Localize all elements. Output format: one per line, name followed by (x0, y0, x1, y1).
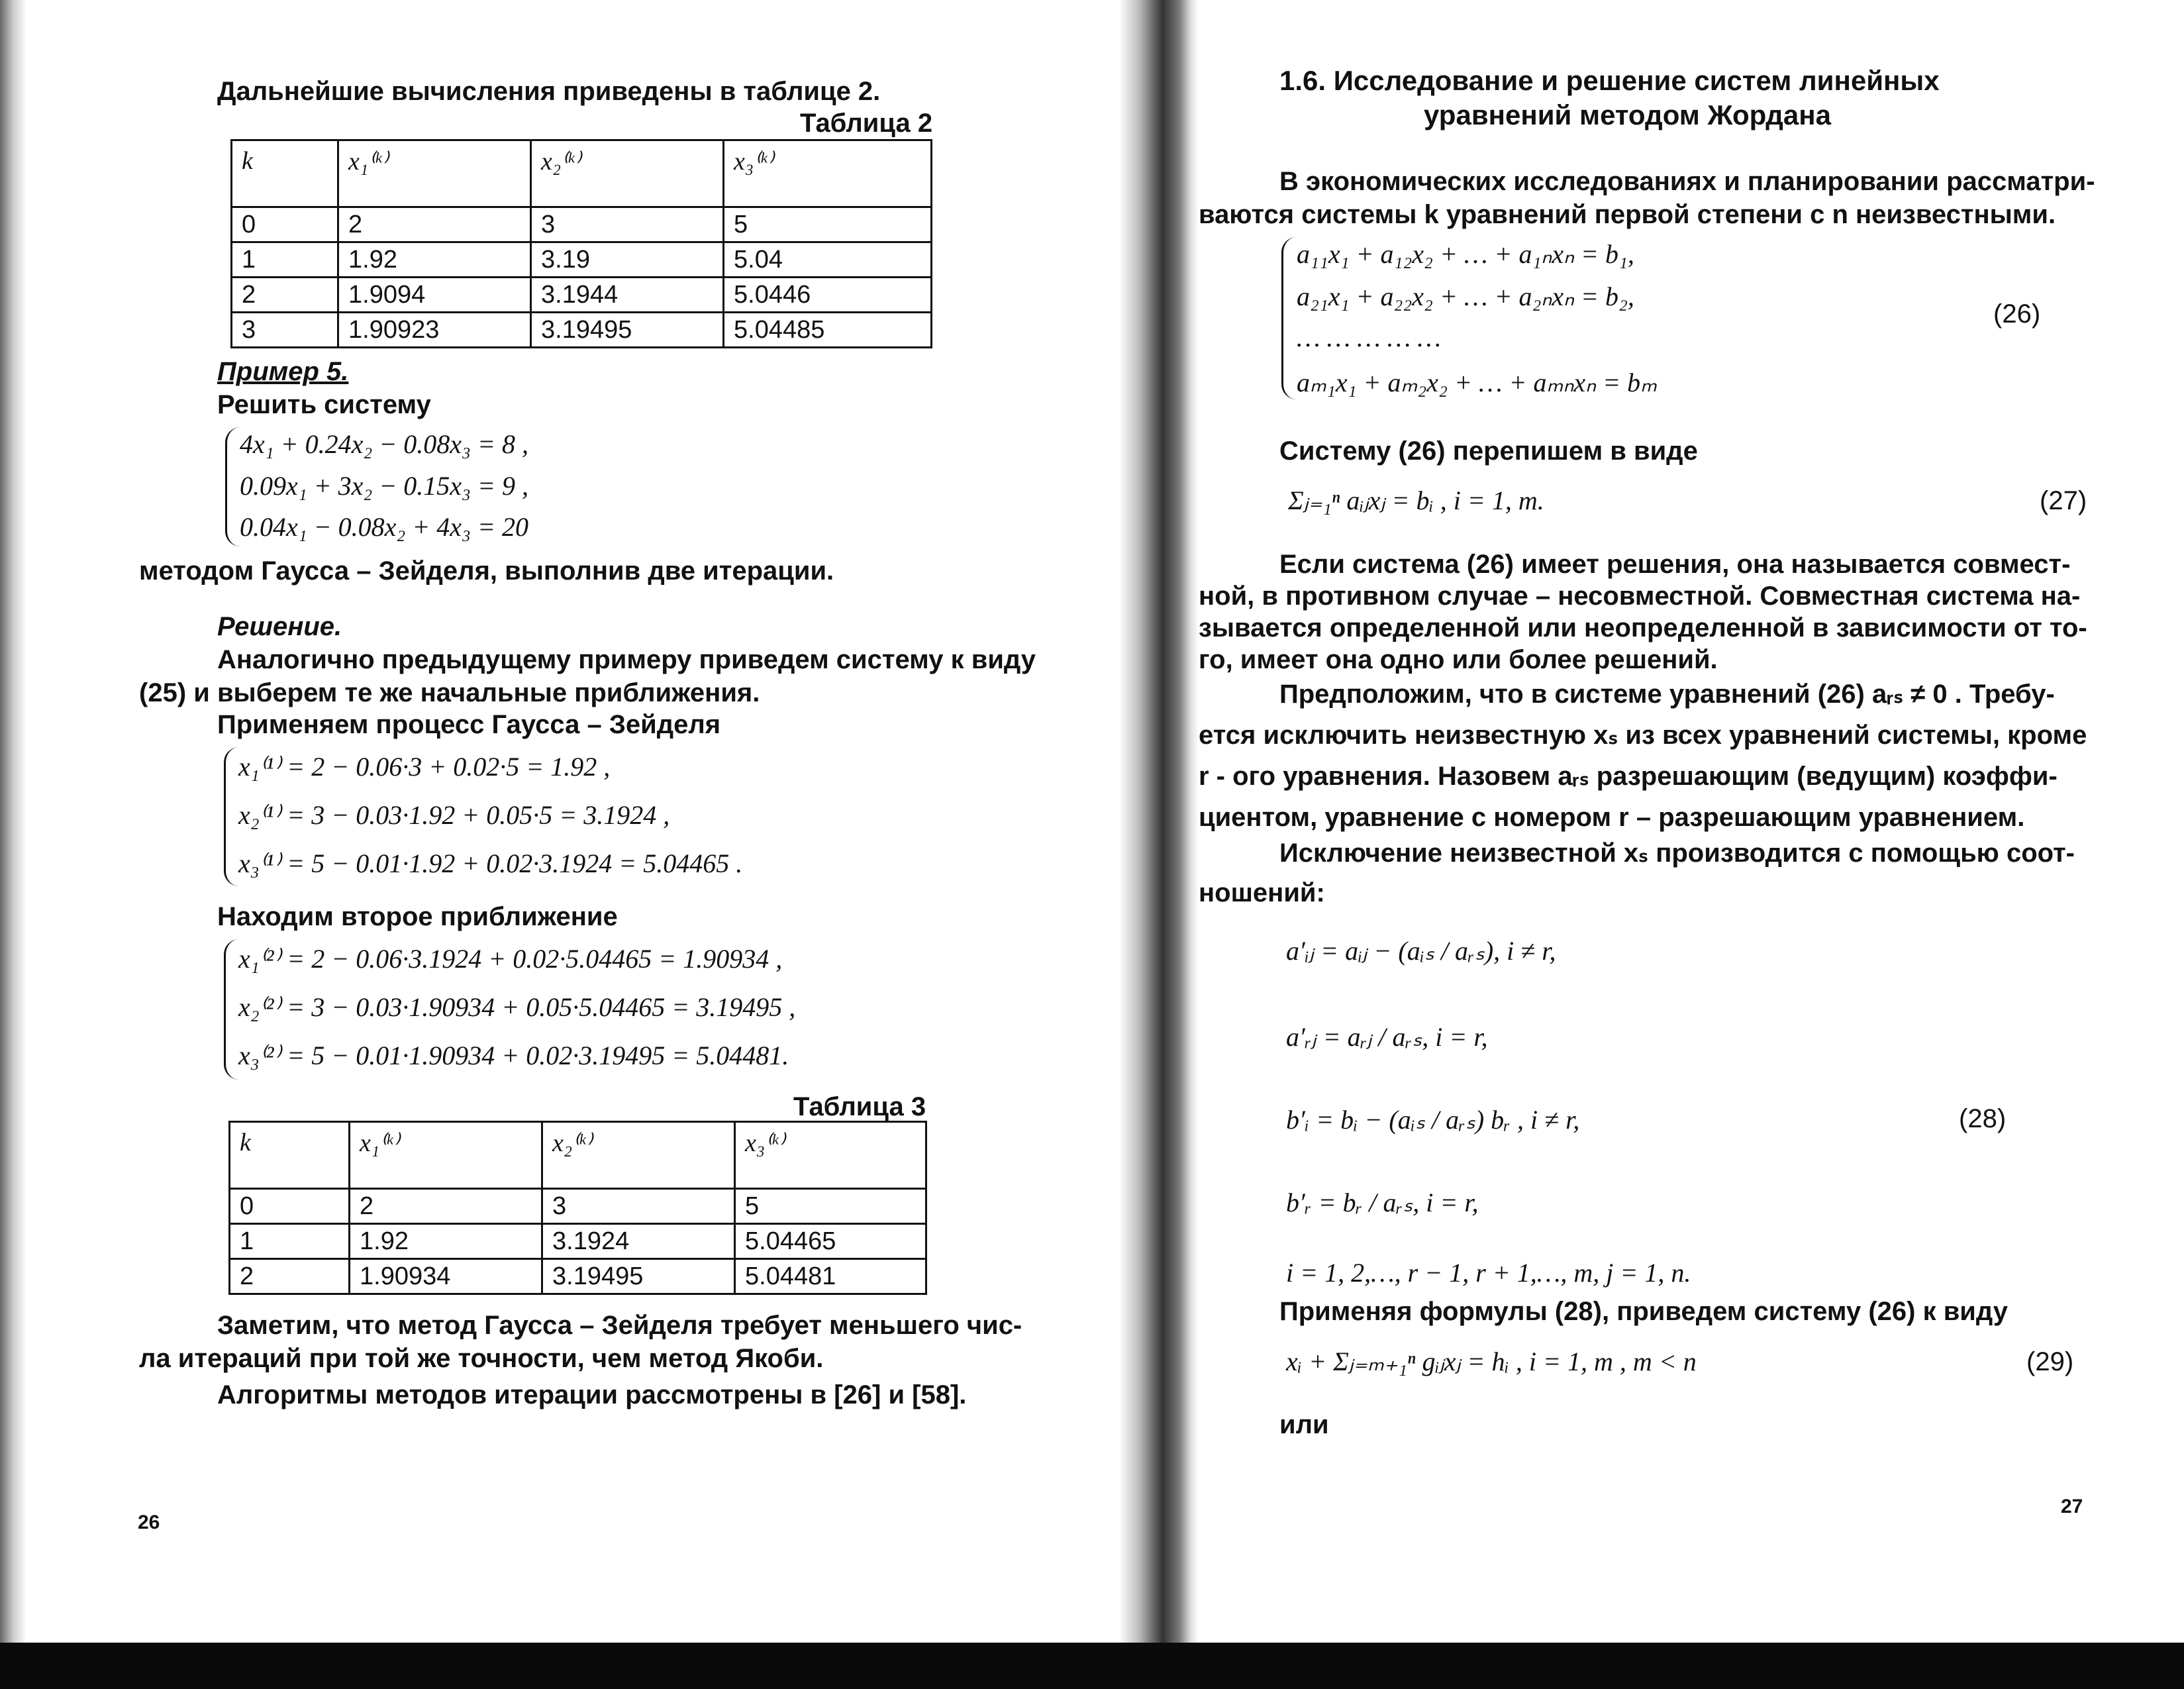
note-text-1: Заметим, что метод Гаусса – Зейделя требует меньшего чис- (217, 1311, 1022, 1340)
cell: 5 (735, 1189, 926, 1224)
system26-brace (1281, 237, 1297, 399)
paragraph-4-line-1: Исключение неизвестной xₛ производится с помощью соот- (1279, 839, 2075, 868)
cell: 0 (232, 207, 338, 242)
intro-text: Дальнейшие вычисления приведены в таблице 2. (217, 77, 881, 106)
paragraph-1-line-2: ваются системы k уравнений первой степени с n неизвестными. (1199, 200, 2056, 229)
table3-caption: Таблица 3 (793, 1092, 926, 1121)
header-cell: x₂⁽ᵏ⁾ (531, 140, 724, 207)
header-cell: k (230, 1122, 350, 1189)
cell: 5.04465 (735, 1224, 926, 1259)
cell: 1.92 (350, 1224, 542, 1259)
method-line: методом Гаусса – Зейделя, выполнив две итерации. (139, 556, 834, 586)
system26-row-1: a₁₁x₁ + a₁₂x₂ + … + a₁ₙxₙ = b₁, (1297, 239, 1634, 269)
iter2-eq-1: x₁⁽²⁾ = 2 − 0.06·3.1924 + 0.02·5.04465 = 1.90934 , (238, 944, 783, 974)
formula-28-4: b′ᵣ = bᵣ / aᵣₛ, i = r, (1286, 1188, 1479, 1217)
page-number-right: 27 (2061, 1496, 2083, 1517)
system26-row-3: … … … … … (1297, 323, 1441, 352)
cell: 3.19495 (531, 313, 724, 348)
formula-28-2: a′ᵣⱼ = aᵣⱼ / aᵣₛ, i = r, (1286, 1022, 1488, 1052)
equation-number-27: (27) (2040, 486, 2087, 515)
table-2 (230, 139, 932, 348)
paragraph-3-line-3: r - ого уравнения. Назовем aᵣₛ разрешающим (ведущим) коэффи- (1199, 762, 2058, 791)
cell: 3 (531, 207, 724, 242)
cell: 1.9094 (338, 278, 531, 313)
paragraph-4-line-2: ношений: (1199, 878, 1325, 907)
system-brace (225, 427, 240, 546)
table-row (232, 242, 932, 278)
cell: 3.1924 (542, 1224, 735, 1259)
header-cell: x₁⁽ᵏ⁾ (338, 140, 531, 207)
equation-number-28: (28) (1959, 1104, 2007, 1133)
system-eq-1: 4x₁ + 0.24x₂ − 0.08x₃ = 8 , (240, 429, 528, 459)
paragraph-3-line-2: ется исключить неизвестную xₛ из всех уравнений системы, кроме (1199, 721, 2087, 750)
system-eq-2: 0.09x₁ + 3x₂ − 0.15x₃ = 9 , (240, 471, 528, 501)
cell: 1.90934 (350, 1259, 542, 1294)
paragraph-2-line-1: Если система (26) имеет решения, она называется совмест- (1279, 550, 2071, 579)
paragraph-2-line-2: ной, в противном случае – несовместной. Совместная система на- (1199, 582, 2081, 611)
table-row (230, 1224, 926, 1259)
cell: 2 (230, 1259, 350, 1294)
header-cell: x₃⁽ᵏ⁾ (735, 1122, 926, 1189)
cell: 5.04485 (724, 313, 932, 348)
index-range: i = 1, 2,…, r − 1, r + 1,…, m, j = 1, n. (1286, 1258, 1691, 1288)
paragraph-2-line-4: го, имеет она одно или более решений. (1199, 645, 1718, 674)
equation-27: Σⱼ₌₁ⁿ aᵢⱼxⱼ = bᵢ , i = 1, m. (1288, 486, 1544, 515)
cell: 5.0446 (724, 278, 932, 313)
header-cell: x₂⁽ᵏ⁾ (542, 1122, 735, 1189)
header-cell: x₃⁽ᵏ⁾ (724, 140, 932, 207)
equation-number-26: (26) (1993, 299, 2041, 329)
header-cell: k (232, 140, 338, 207)
cell: 5 (724, 207, 932, 242)
iter1-eq-3: x₃⁽¹⁾ = 5 − 0.01·1.92 + 0.02·3.1924 = 5.04465 . (238, 848, 743, 878)
cell: 3 (542, 1189, 735, 1224)
table-header-row (230, 1122, 926, 1189)
paragraph-1-line-1: В экономических исследованиях и планировании рассматри- (1279, 167, 2095, 196)
section-heading-2: уравнений методом Жордана (1424, 99, 1831, 130)
solution-text-2: (25) и выберем те же начальные приближения. (139, 678, 760, 707)
cell: 1 (230, 1224, 350, 1259)
cell: 1 (232, 242, 338, 278)
cell: 5.04481 (735, 1259, 926, 1294)
iter1-eq-1: x₁⁽¹⁾ = 2 − 0.06·3 + 0.02·5 = 1.92 , (238, 752, 611, 782)
cell: 5.04 (724, 242, 932, 278)
table-header-row (232, 140, 932, 207)
table-row (232, 278, 932, 313)
formula-28-1: a′ᵢⱼ = aᵢⱼ − (aᵢₛ / aᵣₛ), i ≠ r, (1286, 936, 1556, 966)
cell: 3.19495 (542, 1259, 735, 1294)
apply-formulas-text: Применяя формулы (28), приведем систему (26) к виду (1279, 1297, 2008, 1326)
header-cell: x₁⁽ᵏ⁾ (350, 1122, 542, 1189)
paragraph-3-line-4: циентом, уравнение с номером r – разрешающим уравнением. (1199, 803, 2025, 832)
solution-text-1: Аналогично предыдущему примеру приведем систему к виду (217, 645, 1036, 674)
table-row (230, 1189, 926, 1224)
table-row (232, 207, 932, 242)
system26-row-2: a₂₁x₁ + a₂₂x₂ + … + a₂ₙxₙ = b₂, (1297, 282, 1634, 311)
left-edge-shadow (0, 0, 26, 1689)
paragraph-3-line-1: Предположим, что в системе уравнений (26) aᵣₛ ≠ 0 . Требу- (1279, 680, 2055, 709)
iter2-eq-3: x₃⁽²⁾ = 5 − 0.01·1.90934 + 0.02·3.19495 = 5.04481. (238, 1041, 789, 1070)
formula-28-3: b′ᵢ = bᵢ − (aᵢₛ / aᵣₛ) bᵣ , i ≠ r, (1286, 1105, 1580, 1135)
rewrite-text: Систему (26) перепишем в виде (1279, 436, 1698, 466)
table-row (232, 313, 932, 348)
section-heading-1: 1.6. Исследование и решение систем линейных (1279, 65, 1940, 96)
table2-caption: Таблица 2 (800, 109, 933, 138)
system-eq-3: 0.04x₁ − 0.08x₂ + 4x₃ = 20 (240, 512, 528, 542)
or-word: или (1279, 1410, 1329, 1439)
iter2-eq-2: x₂⁽²⁾ = 3 − 0.03·1.90934 + 0.05·5.04465 = 3.19495 , (238, 992, 796, 1022)
iter1-eq-2: x₂⁽¹⁾ = 3 − 0.03·1.92 + 0.05·5 = 3.1924 , (238, 800, 670, 830)
cell: 0 (230, 1189, 350, 1224)
book-spine-shadow (1119, 0, 1199, 1689)
cell: 3.1944 (531, 278, 724, 313)
cell: 1.90923 (338, 313, 531, 348)
cell: 2 (232, 278, 338, 313)
system26-row-4: aₘ₁x₁ + aₘ₂x₂ + … + aₘₙxₙ = bₘ (1297, 368, 1657, 397)
cell: 3.19 (531, 242, 724, 278)
iter2-brace (224, 939, 239, 1080)
solution-title: Решение. (217, 612, 342, 641)
algorithms-reference: Алгоритмы методов итерации рассмотрены в [26] и [58]. (217, 1380, 967, 1409)
table-3 (228, 1121, 927, 1295)
page-number-left: 26 (138, 1511, 160, 1533)
apply-process-text: Применяем процесс Гаусса – Зейделя (217, 710, 721, 739)
cell: 1.92 (338, 242, 531, 278)
paragraph-2-line-3: зывается определенной или неопределенной в зависимости от то- (1199, 613, 2087, 642)
equation-29: xᵢ + Σⱼ₌ₘ₊₁ⁿ gᵢⱼxⱼ = hᵢ , i = 1, m , m < n (1286, 1347, 1697, 1376)
table-row (230, 1259, 926, 1294)
cell: 2 (338, 207, 531, 242)
iter1-brace (224, 747, 239, 886)
second-approx-text: Находим второе приближение (217, 902, 618, 931)
equation-number-29: (29) (2026, 1347, 2074, 1376)
note-text-2: ла итераций при той же точности, чем метод Якоби. (139, 1344, 824, 1373)
solve-system-text: Решить систему (217, 390, 431, 419)
example-title: Пример 5. (217, 357, 349, 386)
cell: 2 (350, 1189, 542, 1224)
cell: 3 (232, 313, 338, 348)
bottom-edge-shadow (0, 1643, 2184, 1689)
